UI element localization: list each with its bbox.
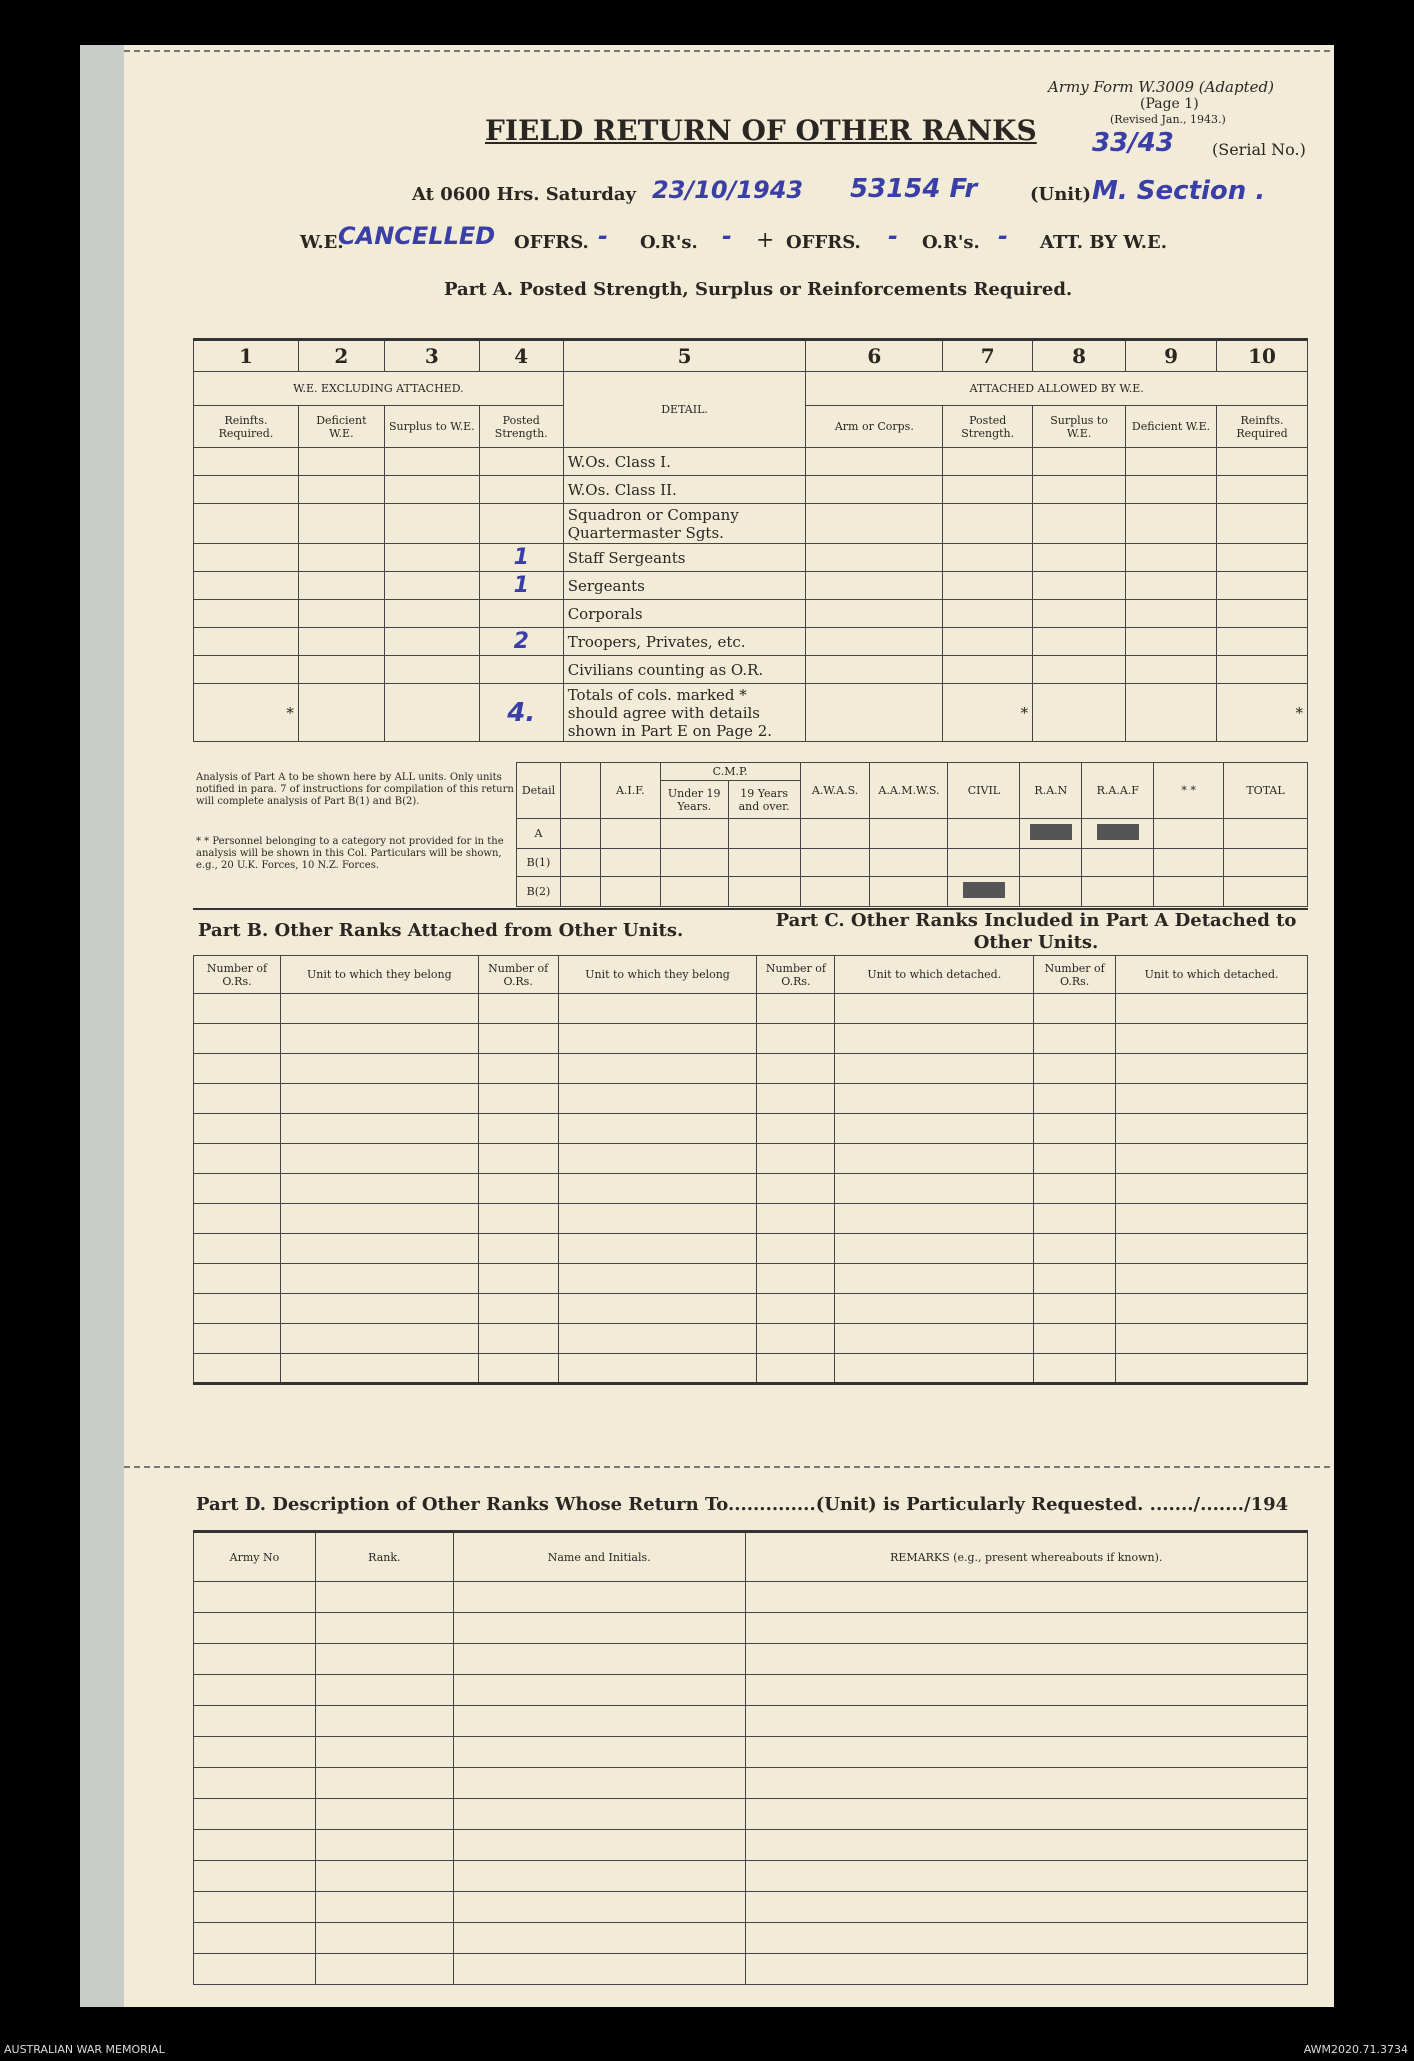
col-number: 1 [194, 340, 299, 372]
table-row [194, 656, 1308, 684]
detail-col: Detail [517, 763, 561, 819]
unit-section: M. Section . [1092, 176, 1266, 206]
ors2-label: O.R's. [922, 232, 980, 253]
detail-cell: Corporals [563, 600, 806, 628]
name-header: Name and Initials. [453, 1532, 745, 1582]
detail-cell: W.Os. Class II. [563, 476, 806, 504]
offrs-label: OFFRS. [514, 232, 589, 253]
table-row [194, 504, 1308, 544]
analysis-row [517, 819, 1308, 849]
posted-value [479, 448, 563, 476]
return-date: 23/10/1943 [652, 176, 804, 204]
remarks-header: REMARKS (e.g., present whereabouts if known). [745, 1532, 1307, 1582]
col-number: 3 [384, 340, 479, 372]
page-number: (Page 1) [1140, 96, 1199, 112]
b-unit-header: Unit to which they belong [558, 956, 757, 994]
col-head-surplus: Surplus to W.E. [384, 406, 479, 448]
posted-value: 1 [479, 572, 563, 600]
cmp-col: C.M.P. [660, 763, 800, 781]
unit-label: (Unit) [1030, 184, 1091, 205]
posted-value [479, 600, 563, 628]
other-col: * * [1154, 763, 1224, 819]
table-row [194, 476, 1308, 504]
col-number: 10 [1217, 340, 1308, 372]
revised-date: (Revised Jan., 1943.) [1110, 113, 1226, 126]
analysis-note: Analysis of Part A to be shown here by ALL units. Only units notified in para. 7 of instructions for compilation of this return will complete analysis of Part B(1) and B(2). [196, 772, 514, 807]
under19-col: Under 19 Years. [660, 781, 728, 819]
col-number: 2 [298, 340, 384, 372]
raaf-col: R.A.A.F [1082, 763, 1154, 819]
b-num-header: Number of O.Rs. [194, 956, 281, 994]
c-num-header: Number of O.Rs. [1034, 956, 1116, 994]
awas-col: A.W.A.S. [800, 763, 870, 819]
row-label: A [517, 819, 561, 849]
table-row [194, 600, 1308, 628]
analysis-footnote: * * Personnel belonging to a category not provided for in the analysis will be shown in this Col. Particulars will be shown, e.g., 20 U.K. Forces, 10 N.Z. Forces. [196, 836, 504, 871]
posted-value: 1 [479, 544, 563, 572]
army-no-header: Army No [194, 1532, 316, 1582]
archive-caption: AUSTRALIAN WAR MEMORIAL [4, 2043, 165, 2056]
star-mark: * [943, 684, 1033, 742]
civil-col: CIVIL [948, 763, 1020, 819]
analysis-row [517, 849, 1308, 877]
offrs2-label: OFFRS. [786, 232, 861, 253]
perforation-line [124, 1466, 1330, 1468]
archive-id: AWM2020.71.3734 [1303, 2043, 1408, 2056]
offrs2-value: - [888, 222, 898, 250]
detail-cell: Sergeants [563, 572, 806, 600]
col-head-deficient: Deficient W.E. [298, 406, 384, 448]
col-head-reinfts: Reinfts. Required. [194, 406, 299, 448]
we-label: W.E. [300, 232, 344, 253]
col-number: 7 [943, 340, 1033, 372]
aamws-col: A.A.M.W.S. [870, 763, 948, 819]
we-excluding-header: W.E. EXCLUDING ATTACHED. [194, 372, 564, 406]
page-title: FIELD RETURN OF OTHER RANKS [485, 114, 1037, 147]
b-num-header: Number of O.Rs. [478, 956, 558, 994]
redaction-stamp [1097, 824, 1139, 840]
ran-col: R.A.N [1020, 763, 1082, 819]
part-a-table [193, 338, 1308, 742]
col-head-surplus-att: Surplus to W.E. [1033, 406, 1126, 448]
over19-col: 19 Years and over. [728, 781, 800, 819]
aif-col: A.I.F. [600, 763, 660, 819]
serial-value: 33/43 [1092, 128, 1174, 158]
perforated-stub [80, 45, 124, 2007]
c-unit-header: Unit to which detached. [835, 956, 1034, 994]
posted-value [479, 476, 563, 504]
totals-note: Totals of cols. marked * should agree with details shown in Part E on Page 2. [563, 684, 806, 742]
col-head-deficient-att: Deficient W.E. [1126, 406, 1217, 448]
detail-cell: Staff Sergeants [563, 544, 806, 572]
table-row [194, 628, 1308, 656]
posted-value: 2 [479, 628, 563, 656]
part-c-title: Part C. Other Ranks Included in Part A Detached to Other Units. [775, 910, 1297, 953]
row-label: B(1) [517, 849, 561, 877]
table-row [194, 448, 1308, 476]
ors-label: O.R's. [640, 232, 698, 253]
part-d-table [193, 1530, 1308, 1985]
analysis-row [517, 877, 1308, 907]
col-number: 6 [806, 340, 943, 372]
part-a-title: Part A. Posted Strength, Surplus or Reinforcements Required. [444, 279, 1073, 300]
detail-cell: Civilians counting as O.R. [563, 656, 806, 684]
b-unit-header: Unit to which they belong [280, 956, 478, 994]
att-label: ATT. BY W.E. [1040, 232, 1168, 253]
redaction-stamp [1030, 824, 1072, 840]
analysis-table [516, 762, 1308, 907]
total-col: TOTAL [1224, 763, 1308, 819]
detail-cell: Squadron or Company Quartermaster Sgts. [563, 504, 806, 544]
plus-sign: + [756, 228, 775, 253]
row-label: B(2) [517, 877, 561, 907]
posted-value [479, 504, 563, 544]
form-number: Army Form W.3009 (Adapted) [1048, 78, 1274, 96]
serial-label: (Serial No.) [1212, 140, 1306, 159]
detail-cell: Troopers, Privates, etc. [563, 628, 806, 656]
redaction-stamp [963, 882, 1005, 898]
col-head-posted-att: Posted Strength. [943, 406, 1033, 448]
detail-cell: W.Os. Class I. [563, 448, 806, 476]
col-head-arm: Arm or Corps. [806, 406, 943, 448]
star-mark: * [1217, 684, 1308, 742]
time-prefix: At 0600 Hrs. Saturday [412, 184, 637, 205]
col-number: 9 [1126, 340, 1217, 372]
c-num-header: Number of O.Rs. [757, 956, 835, 994]
c-unit-header: Unit to which detached. [1116, 956, 1308, 994]
col-head-posted: Posted Strength. [479, 406, 563, 448]
col-number: 4 [479, 340, 563, 372]
table-row [194, 572, 1308, 600]
unit-number: 53154 Fr [850, 174, 978, 204]
col-number: 5 [563, 340, 806, 372]
offrs-value: - [598, 222, 608, 250]
col-number: 8 [1033, 340, 1126, 372]
rank-header: Rank. [315, 1532, 453, 1582]
ors2-value: - [998, 222, 1008, 250]
ors-value: - [722, 222, 732, 250]
we-value: CANCELLED [338, 222, 496, 250]
attached-allowed-header: ATTACHED ALLOWED BY W.E. [806, 372, 1308, 406]
totals-posted: 4. [479, 684, 563, 742]
totals-row [194, 684, 1308, 742]
detail-header: DETAIL. [563, 372, 806, 448]
posted-value [479, 656, 563, 684]
star-mark: * [194, 684, 299, 742]
perforation-line [124, 50, 1330, 52]
col-head-reinfts-att: Reinfts. Required [1217, 406, 1308, 448]
part-b-title: Part B. Other Ranks Attached from Other Units. [198, 920, 684, 941]
part-d-title: Part D. Description of Other Ranks Whose Return To..............(Unit) is Particularly Requested. ......./......./194 [196, 1494, 1289, 1515]
table-row [194, 544, 1308, 572]
part-bc-table [193, 955, 1308, 1385]
